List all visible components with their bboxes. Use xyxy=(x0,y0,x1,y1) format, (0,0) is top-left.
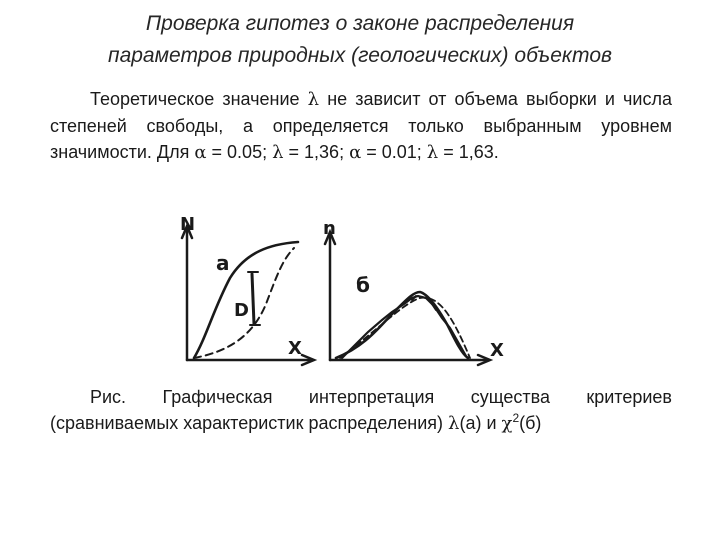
slide-title xyxy=(40,8,680,72)
para-text-3: = 0.05; xyxy=(206,142,273,162)
lambda-symbol: λ xyxy=(448,413,460,434)
caption-text-2: (а) и xyxy=(459,413,502,433)
left-axis-x-label: X xyxy=(288,338,302,359)
para-text-1: Теоретическое значение xyxy=(90,89,308,109)
lambda-symbol: λ xyxy=(307,89,320,110)
chi-superscript: 2 xyxy=(512,411,520,425)
left-curve-letter: a xyxy=(216,251,230,275)
right-axis-y-label: n xyxy=(323,218,336,239)
figure-illustration xyxy=(170,208,530,376)
right-panel xyxy=(325,232,490,365)
left-d-segment xyxy=(252,274,254,324)
alpha-symbol: α xyxy=(349,142,362,163)
left-d-label: D xyxy=(234,300,249,321)
right-curve-letter: б xyxy=(356,273,370,297)
figure-caption xyxy=(50,384,672,437)
para-text-5: = 0.01; xyxy=(361,142,427,162)
para-text-2: не зависит от объема выборки и числа степеней свободы, а определяется только выбранным уровнем значимости. Для xyxy=(50,89,672,162)
para-text-4: = 1,36; xyxy=(283,142,350,162)
caption-text-3: (б) xyxy=(519,413,542,433)
alpha-symbol: α xyxy=(194,142,207,163)
title-line-2: параметров природных (геологических) объектов xyxy=(108,44,612,67)
left-axis-y-label: N xyxy=(180,214,196,235)
body-paragraph xyxy=(50,86,672,166)
right-axis-x-label: X xyxy=(490,340,504,361)
title-line-1: Проверка гипотез о законе распределения xyxy=(145,12,575,35)
caption-text-1: Рис. Графическая интерпретация существа критериев (сравниваемых характеристик распределения) xyxy=(50,387,672,433)
lambda-symbol: λ xyxy=(426,142,439,163)
chi-symbol: χ xyxy=(501,413,513,434)
lambda-symbol: λ xyxy=(272,142,284,163)
para-text-6: = 1,63. xyxy=(438,142,499,162)
